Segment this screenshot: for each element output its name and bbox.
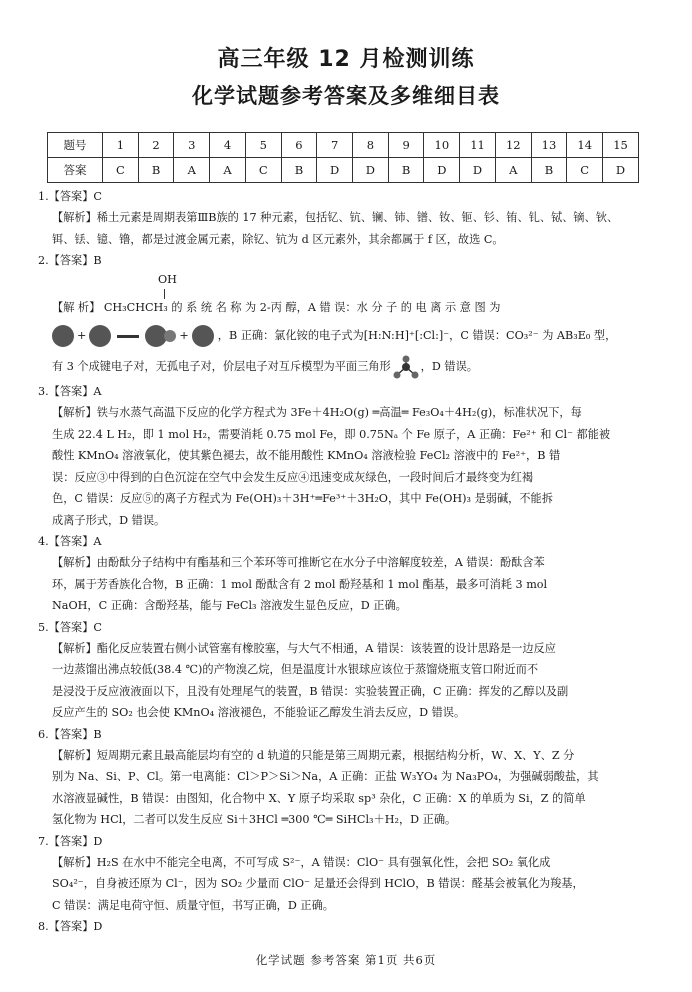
text-line [52,319,642,353]
table-cell: C [103,158,139,183]
text-line: 【解析】短周期元素且最高能层均有空的 d 轨道的只能是第三周期元素，根据结构分析，W、X、Y、Z 分 [52,748,575,762]
table-cell: C [245,158,281,183]
table-cell: D [317,158,353,183]
table-cell: D [424,158,460,183]
question-heading: 2.【答案】B [38,254,102,267]
arrow-icon [117,335,139,338]
table-header-cell: 答案 [48,158,103,183]
table-cell: 9 [388,133,424,158]
table-cell: A [495,158,531,183]
text-line: 氢化物为 HCl，二者可以发生反应 Si＋3HCl ═300 ℃═ SiHCl₃＋H₂，D 正确。 [52,813,457,826]
page-subtitle: 化学试题参考答案及多维细目表 [192,84,500,108]
text-line: 别为 Na、Si、P、Cl。第一电离能：Cl＞P＞Si＞Na，A 正确：正盐 W₃YO₄ 为 Na₃PO₄，为强碱弱酸盐，其 [52,770,599,783]
table-cell: 10 [424,133,460,158]
table-cell: D [603,158,639,183]
table-cell: B [531,158,567,183]
table-cell: 3 [174,133,210,158]
table-cell: 2 [138,133,174,158]
bond-line [164,289,165,299]
table-cell: B [281,158,317,183]
text-line: C 错误：满足电荷守恒、质量守恒，书写正确，D 正确。 [52,898,334,912]
question-heading: 8.【答案】D [38,920,103,933]
question-heading: 7.【答案】D [38,834,103,848]
table-cell: 15 [603,133,639,158]
water-ionization-diagram [52,319,214,353]
text-line [52,353,642,381]
text-line: 反应产生的 SO₂ 也会使 KMnO₄ 溶液褪色，不能验证乙醇发生消去反应，D 错误。 [52,706,466,719]
table-cell: B [388,158,424,183]
table-cell: D [460,158,496,183]
text-line: 成离子形式，D 错误。 [52,513,166,527]
text-line: 色，C 错误：反应⑤的离子方程式为 Fe(OH)₃＋3H⁺═Fe³⁺＋3H₂O，其中 Fe(OH)₃ 是弱碱，不能拆 [52,492,553,505]
text-line: 水溶液显碱性，B 错误：由图知，化合物中 X、Y 原子均采取 sp³ 杂化，C 正确：X 的单质为 Si，Z 的简单 [52,791,586,805]
question-heading: 6.【答案】B [38,727,102,741]
text-line: 【解析】H₂S 在水中不能完全电离，不可写成 S²⁻，A 错误：ClO⁻ 具有强氧化性，会把 SO₂ 氧化成 [52,855,551,869]
text-line: 一边蒸馏出沸点较低(38.4 ℃)的产物溴乙烷，但是温度计水银球应该位于蒸馏烧瓶支管口附近而不 [52,663,539,676]
question-heading: 4.【答案】A [38,535,102,548]
table-cell: 12 [495,133,531,158]
table-row-answers [48,158,639,183]
explanation [38,745,642,831]
table-cell: 6 [281,133,317,158]
table-cell: D [353,158,389,183]
table-cell: 5 [245,133,281,158]
table-row-numbers [48,133,639,158]
plus-sign-icon: + [77,329,87,342]
text-line: 【解析】铁与水蒸气高温下反应的化学方程式为 3Fe＋4H₂O(g) ═高温═ Fe₃O₄＋4H₂(g)，标准状况下，每 [52,406,582,419]
question-heading: 3.【答案】A [38,385,102,398]
page-title: 高三年级 12 月检测训练 [217,47,475,72]
page-footer: 化学试题 参考答案 第1页 共6页 [255,953,437,967]
table-cell: 14 [567,133,603,158]
text-line: 是浸没于反应液液面以下，且没有处理尾气的装置，B 错误：实验装置正确，C 正确：挥发的乙醇以及副 [52,684,569,698]
table-cell: 8 [353,133,389,158]
table-cell: B [138,158,174,183]
table-cell: 4 [210,133,246,158]
explanation [38,638,642,724]
plus-sign-icon: + [179,329,189,342]
explanation [38,552,642,617]
molecule-ball-icon [164,330,176,342]
text-line: 酸性 KMnO₄ 溶液氧化，使其紫色褪去，故不能用酸性 KMnO₄ 溶液检验 FeCl₂ 溶液中的 Fe²⁺，B 错 [52,449,561,462]
question-heading: 1.【答案】C [38,190,102,203]
text-line: 铒、铥、镱、镥，都是过渡金属元素，除钇、钪为 d 区元素外，其余都属于 f 区，故选 C。 [52,232,504,246]
explanation [38,852,642,917]
molecule-ball-icon [192,325,214,347]
text-line: NaOH，C 正确：含酚羟基，能与 FeCl₃ 溶液发生显色反应，D 正确。 [52,599,407,612]
text-line: 【解 析】 CH₃CHCH₃ 的 系 统 名 称 为 2-丙 醇，A 错 误：水 分 子 的 电 离 示 意 图 为 [52,301,501,314]
text-segment: ，B 正确：氯化铵的电子式为[H:N:H]⁺[:Cl:]⁻，C 错误：CO₃²⁻ 为 AB₃E₀ 型， [217,329,617,342]
explanation [38,402,642,531]
table-cell: A [210,158,246,183]
table-cell: 13 [531,133,567,158]
structural-formula [52,271,642,297]
table-cell: C [567,158,603,183]
text-segment: ，D 错误。 [420,360,478,373]
table-cell: A [174,158,210,183]
table-cell: 1 [103,133,139,158]
molecule-ball-icon [52,325,74,347]
text-line: 误：反应③中得到的白色沉淀在空气中会发生反应④迅速变成灰绿色，一段时间后才最终变为红褐 [52,470,534,484]
trigonal-planar-model-icon [393,355,419,379]
text-line: 【解析】稀土元素是周期表第ⅢB族的 17 种元素，包括钇、钪、镧、铈、镨、钕、钷、钐、铕、钆、铽、镝、钬、 [52,211,619,224]
text-line: 【解析】酯化反应装置右侧小试管塞有橡胶塞，与大气不相通，A 错误：该装置的设计思路是一边反应 [52,641,556,655]
explanation [38,271,642,381]
table-cell: 7 [317,133,353,158]
table-header-cell: 题号 [48,133,103,158]
table-cell: 11 [460,133,496,158]
text-segment: 有 3 个成键电子对，无孤电子对，价层电子对互斥模型为平面三角形 [52,360,391,373]
answer-explanations [38,186,642,937]
text-line: 环，属于芳香族化合物，B 正确：1 mol 酚酞含有 2 mol 酚羟基和 1 mol 酯基，最多可消耗 3 mol [52,577,548,591]
text-line: SO₄²⁻，自身被还原为 Cl⁻，因为 SO₂ 少量而 ClO⁻ 足量还会得到 HClO，B 错误：醛基会被氧化为羧基， [52,877,584,890]
oh-group: OH [158,273,177,286]
question-heading: 5.【答案】C [38,620,102,634]
explanation [38,207,642,250]
answer-table [47,132,639,183]
text-line: 生成 22.4 L H₂，即 1 mol H₂，需要消耗 0.75 mol Fe，即 0.75Nₐ 个 Fe 原子，A 正确：Fe²⁺ 和 Cl⁻ 都能被 [52,427,611,441]
molecule-ball-icon [89,325,111,347]
text-line: 【解析】由酚酞分子结构中有酯基和三个苯环等可推断它在水分子中溶解度较差，A 错误：酚酞含苯 [52,556,545,569]
